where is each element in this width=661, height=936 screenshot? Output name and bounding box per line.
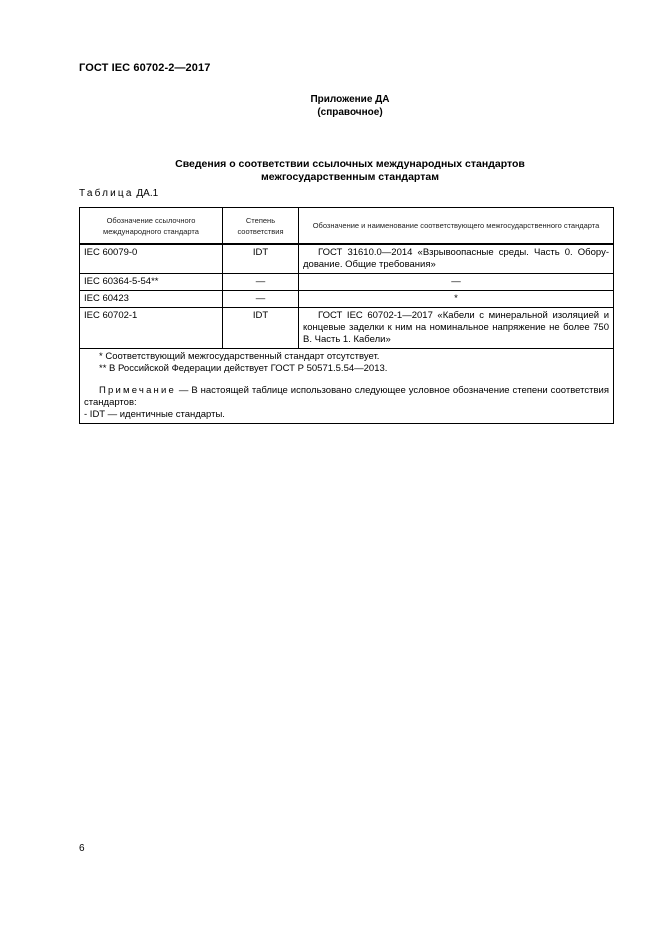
page-number: 6 [79,843,85,854]
cell-standard: ГОСТ 31610.0—2014 «Взрывоопасные среды. Часть 0. Обору-дование. Общие требования» [299,244,614,274]
cell-reference: IEC 60702-1 [80,308,223,349]
footnote-1: * Соответствующий межгосударственный стандарт отсутствует. [99,351,380,362]
note-text: — В настоящей таблице использовано следующее условное обозначение степени соответствия стандартов: [84,385,609,408]
correspondence-table [79,207,614,424]
cell-standard: * [299,291,614,308]
appendix-subtitle: (справочное) [317,107,383,118]
table-label-number: ДА.1 [136,188,159,199]
section-title-line2: межгосударственным стандартам [261,171,439,183]
cell-standard: ГОСТ IEC 60702-1—2017 «Кабели с минеральной изоляцией и концевые заделки к ним на номинальное напряжение не более 750 В. Часть 1. Кабели» [299,308,614,349]
table-header-row [80,208,614,245]
appendix-heading [230,93,470,119]
table-footnotes [80,349,614,424]
table-footer-row [80,349,614,424]
table-row [80,291,614,308]
section-title [100,158,600,184]
column-header-standard: Обозначение и наименование соответствующего межгосударственного стандарта [299,208,614,245]
table-label [79,188,158,199]
cell-degree: IDT [223,244,299,274]
appendix-title: Приложение ДА [310,94,390,105]
column-header-reference: Обозначение ссылочного международного стандарта [80,208,223,245]
table-label-word: Таблица [79,188,134,199]
cell-standard: — [299,274,614,291]
footnote-2: ** В Российской Федерации действует ГОСТ Р 50571.5.54—2013. [99,363,388,374]
cell-reference: IEC 60364-5-54** [80,274,223,291]
cell-degree: — [223,274,299,291]
table-row [80,274,614,291]
table-row [80,244,614,274]
cell-reference: IEC 60423 [80,291,223,308]
section-title-line1: Сведения о соответствии ссылочных международных стандартов [175,158,525,170]
note-word: Примечание [99,385,176,396]
cell-reference: IEC 60079-0 [80,244,223,274]
note-item: - IDT — идентичные стандарты. [84,409,225,420]
cell-degree: IDT [223,308,299,349]
column-header-degree: Степень соответствия [223,208,299,245]
table-row [80,308,614,349]
cell-degree: — [223,291,299,308]
table-note [84,385,609,409]
document-code: ГОСТ IEC 60702-2—2017 [79,62,211,74]
